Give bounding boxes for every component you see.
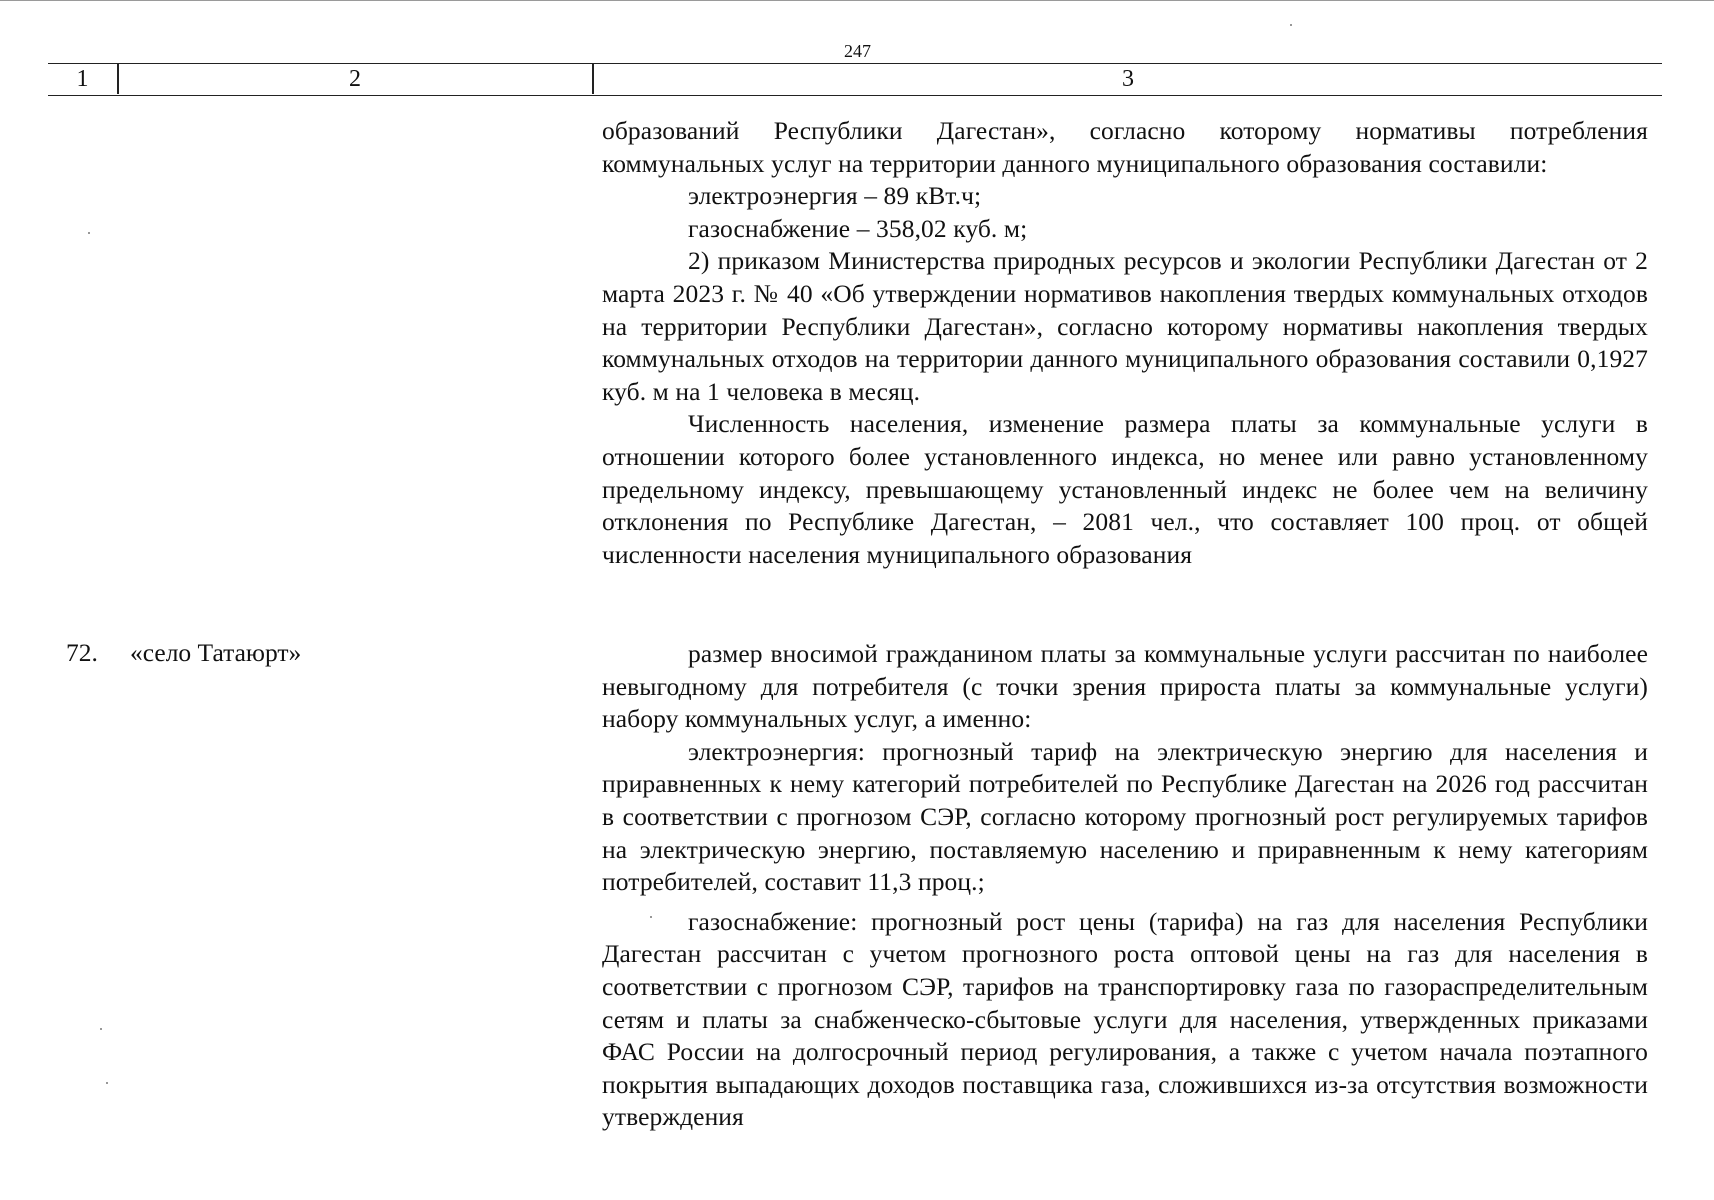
column-header-3: 3	[1122, 66, 1134, 92]
paragraph: размер вносимой гражданином платы за коммунальные услуги рассчитан по наиболее невыгодному для потребителя (с точки зрения прироста платы за коммунальные услуги) набору коммунальных услуг, а именно:	[602, 639, 1648, 734]
scan-speck	[106, 1082, 108, 1084]
paragraph: Численность населения, изменение размера платы за коммунальные услуги в отношении которого более установленного индекса, но менее или равно установленному предельному индексу, превышающему установленный индекс не более чем на величину отклонения по Республике Дагестан, – 2081 чел., что составляет 100 проц. от общей численности населения муниципального образования	[602, 409, 1648, 569]
paragraph: газоснабжение – 358,02 куб. м;	[688, 213, 1028, 243]
paragraph: газоснабжение: прогнозный рост цены (тарифа) на газ для населения Республики Дагестан рассчитан с учетом прогнозного роста оптовой цены на газ для населения в соответствии с прогнозом СЭР, тарифов на транспортировку газа по газораспределительным сетям и платы за снабженческо-сбытовые услуги для населения, утвержденных приказами ФАС России на долгосрочный период регулирования, а также с учетом начала поэтапного покрытия выпадающих доходов поставщика газа, сложившихся из-за отсутствия возможности утверждения	[602, 906, 1648, 1132]
scan-speck	[100, 1028, 102, 1030]
paragraph-gap	[602, 899, 1648, 906]
column-header-2: 2	[349, 66, 361, 92]
scan-top-edge	[0, 0, 1714, 1]
row-72-text	[602, 638, 1648, 1134]
paragraph: электроэнергия – 89 кВт.ч;	[688, 181, 982, 211]
municipality-name: «село Татаюрт»	[130, 638, 302, 667]
scan-speck	[88, 232, 90, 234]
paragraph: электроэнергия: прогнозный тариф на электрическую энергию для населения и приравненных к нему категорий потребителей по Республике Дагестан на 2026 год рассчитан в соответствии с прогнозом СЭР, согласно которому прогнозный рост регулируемых тарифов на электрическую энергию, поставляемую населению и приравненным к нему категориям потребителей, составит 11,3 проц.;	[602, 736, 1648, 897]
row-number: 72.	[66, 638, 98, 667]
column-header-1: 1	[76, 66, 89, 92]
page-number: 247	[844, 41, 871, 61]
previous-row-text	[602, 115, 1648, 571]
scan-speck	[1290, 24, 1292, 26]
scan-speck	[650, 916, 652, 918]
paragraph: образований Республики Дагестан», согласно которому нормативы потребления коммунальных услуг на территории данного муниципального образования составили:	[602, 116, 1648, 178]
paragraph: 2) приказом Министерства природных ресурсов и экологии Республики Дагестан от 2 марта 2023 г. № 40 «Об утверждении нормативов накопления твердых коммунальных отходов на территории Республики Дагестан», согласно которому нормативы накопления твердых коммунальных отходов на территории данного муниципального образования составили 0,1927 куб. м на 1 человека в месяц.	[602, 246, 1648, 406]
column-header-row	[48, 63, 1662, 96]
